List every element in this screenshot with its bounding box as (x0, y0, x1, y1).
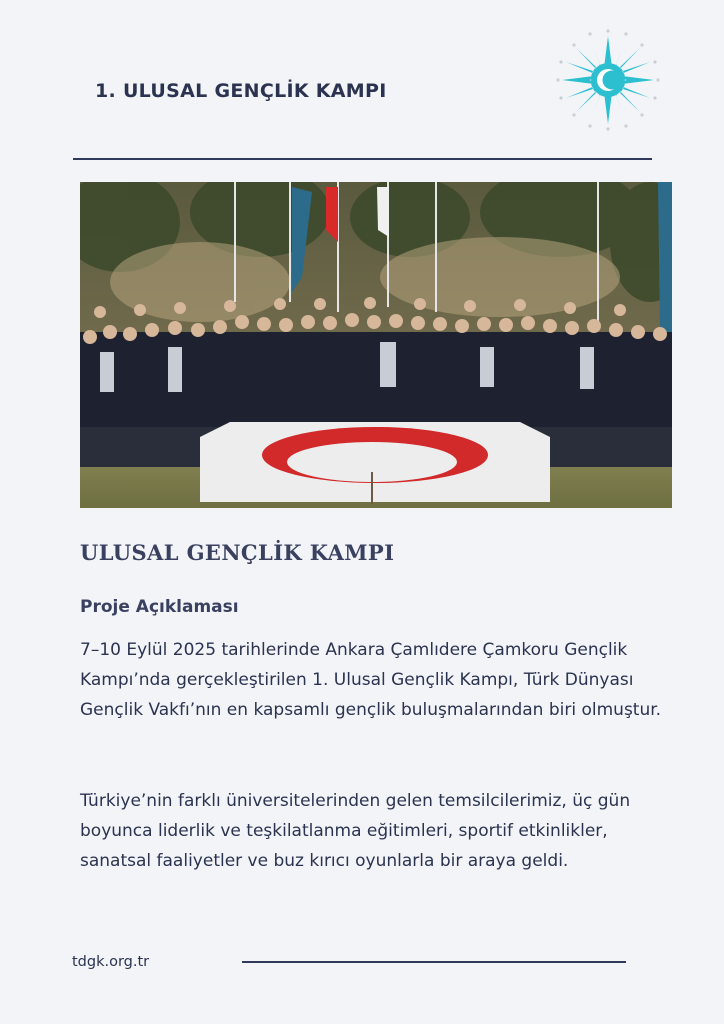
project-description-heading: Proje Açıklaması (80, 597, 239, 617)
group-photo-image (80, 182, 672, 508)
description-paragraph-1: 7–10 Eylül 2025 tarihlerinde Ankara Çamlıdere Çamkoru Gençlik Kampı’nda gerçekleştirilen 1. Ulusal Gençlik Kampı, Türk Dünyası Gençlik Vakfı’nın en kapsamlı gençlik buluşmalarından biri olmuştur. (80, 640, 662, 720)
footer-divider (242, 961, 626, 963)
turkic-world-logo-icon (554, 28, 662, 132)
page-header-title: 1. ULUSAL GENÇLİK KAMPI (95, 80, 387, 102)
footer-website-link[interactable]: tdgk.org.tr (72, 954, 150, 970)
description-paragraph-2: Türkiye’nin farklı üniversitelerinden gelen temsilcilerimiz, üç gün boyunca liderlik ve teşkilatlanma eğitimleri, sportif etkinlikler, sanatsal faaliyetler ve buz kırıcı oyunlarla bir araya geldi. (80, 791, 631, 871)
header-divider (73, 158, 652, 160)
section-title: ULUSAL GENÇLİK KAMPI (80, 540, 395, 565)
